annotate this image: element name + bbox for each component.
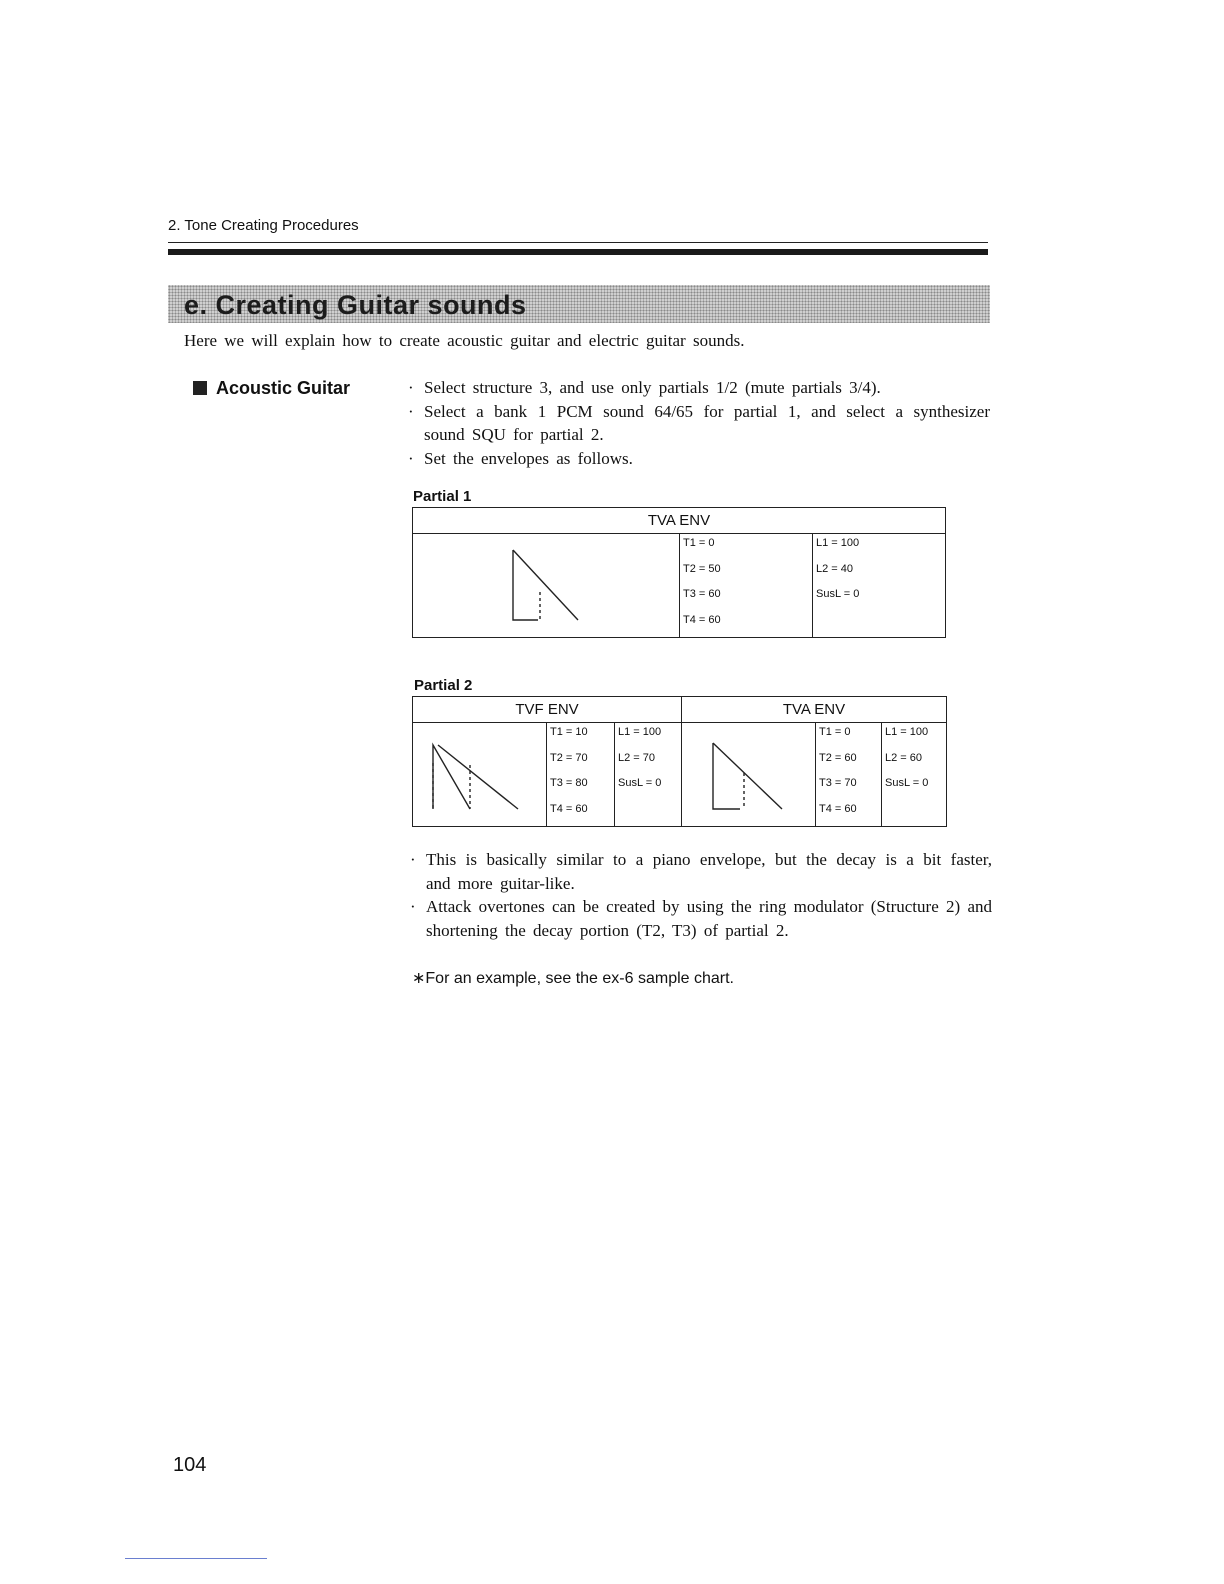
partial-1-tva-t3: T3 = 60 (683, 588, 721, 600)
acoustic-guitar-heading (193, 378, 350, 399)
partial-1-table (412, 507, 946, 638)
partial-1-label: Partial 1 (413, 488, 472, 505)
bottom-rule (125, 1558, 267, 1559)
partial-2-tvf-envelope-cell (413, 723, 547, 827)
partial-2-tvf-t1: T1 = 10 (550, 726, 588, 738)
partial-1-tva-t4: T4 = 60 (683, 613, 721, 626)
list-item (408, 376, 990, 400)
page-number: 104 (173, 1454, 207, 1476)
partial-2-tvf-levels-cell (615, 723, 682, 827)
partial-1-tva-l2: L2 = 40 (816, 562, 854, 575)
partial-2-tva-susl: SusL = 0 (885, 777, 929, 789)
partial-1-tva-l1: L1 = 100 (816, 537, 860, 549)
partial-1-tva-susl: SusL = 0 (816, 588, 860, 600)
bullet-dot: · (408, 448, 414, 468)
note-text: This is basically similar to a piano envelope, but the decay is a bit faster, and more guitar-like. (426, 850, 992, 893)
partial-2-tva-l2: L2 = 60 (885, 751, 923, 764)
partial-2-tvf-t2: T2 = 70 (550, 751, 588, 764)
partial-2-tvf-header: TVF ENV (413, 697, 682, 723)
bullet-dot: · (408, 401, 414, 421)
partial-2-table (412, 696, 947, 827)
bullet-dot: · (410, 897, 416, 916)
list-item (410, 895, 992, 942)
partial-2-tva-t4: T4 = 60 (819, 802, 857, 815)
header-rule-thick (168, 249, 988, 255)
partial-1-tva-t1: T1 = 0 (683, 537, 715, 549)
footnote: ∗For an example, see the ex-6 sample chart. (412, 970, 734, 987)
partial-1-tva-header: TVA ENV (413, 508, 946, 534)
bullet-text: Set the envelopes as follows. (424, 448, 633, 468)
partial-2-tva-l1: L1 = 100 (885, 726, 929, 738)
running-head: 2. Tone Creating Procedures (168, 217, 359, 234)
header-rule-thin (168, 242, 988, 243)
partial-2-tva-levels-cell (882, 723, 947, 827)
acoustic-bullet-list (408, 376, 990, 470)
partial-2-tvf-l1: L1 = 100 (618, 726, 662, 738)
bullet-dot: · (410, 850, 416, 869)
partial-2-tva-t3: T3 = 70 (819, 777, 857, 789)
partial-1-tva-envelope-diagram (413, 534, 679, 634)
notes-list (410, 848, 992, 942)
section-title: e. Creating Guitar sounds (184, 290, 527, 320)
bullet-text: Select a bank 1 PCM sound 64/65 for partial 1, and select a synthesizer sound SQU for partial 2. (424, 401, 990, 444)
list-item (408, 447, 990, 471)
partial-2-tvf-envelope-diagram (413, 723, 546, 823)
section-intro: Here we will explain how to create acoustic guitar and electric guitar sounds. (184, 331, 745, 350)
partial-2-tvf-t3: T3 = 80 (550, 777, 588, 789)
partial-2-tvf-l2: L2 = 70 (618, 751, 656, 764)
partial-1-tva-times-cell (680, 534, 813, 638)
partial-2-tva-times-cell (816, 723, 882, 827)
partial-2-tva-t2: T2 = 60 (819, 751, 857, 764)
square-bullet-icon (193, 381, 207, 395)
partial-2-tva-t1: T1 = 0 (819, 726, 851, 738)
partial-2-tvf-susl: SusL = 0 (618, 777, 662, 789)
partial-2-tva-envelope-cell (682, 723, 816, 827)
partial-2-label: Partial 2 (414, 677, 473, 694)
partial-1-tva-envelope-cell (413, 534, 680, 638)
bullet-dot: · (408, 378, 414, 397)
list-item (410, 848, 992, 895)
bullet-text: Select structure 3, and use only partials 1/2 (mute partials 3/4). (424, 378, 881, 397)
partial-1-tva-levels-cell (813, 534, 946, 638)
partial-2-tva-header: TVA ENV (682, 697, 947, 723)
acoustic-guitar-label: Acoustic Guitar (216, 378, 351, 398)
partial-2-tvf-t4: T4 = 60 (550, 802, 588, 815)
partial-2-tva-envelope-diagram (682, 723, 815, 823)
list-item (408, 400, 990, 447)
partial-1-tva-t2: T2 = 50 (683, 562, 721, 575)
partial-2-tvf-times-cell (547, 723, 615, 827)
note-text: Attack overtones can be created by using the ring modulator (Structure 2) and shortening the decay portion (T2, T3) of partial 2. (426, 897, 992, 940)
